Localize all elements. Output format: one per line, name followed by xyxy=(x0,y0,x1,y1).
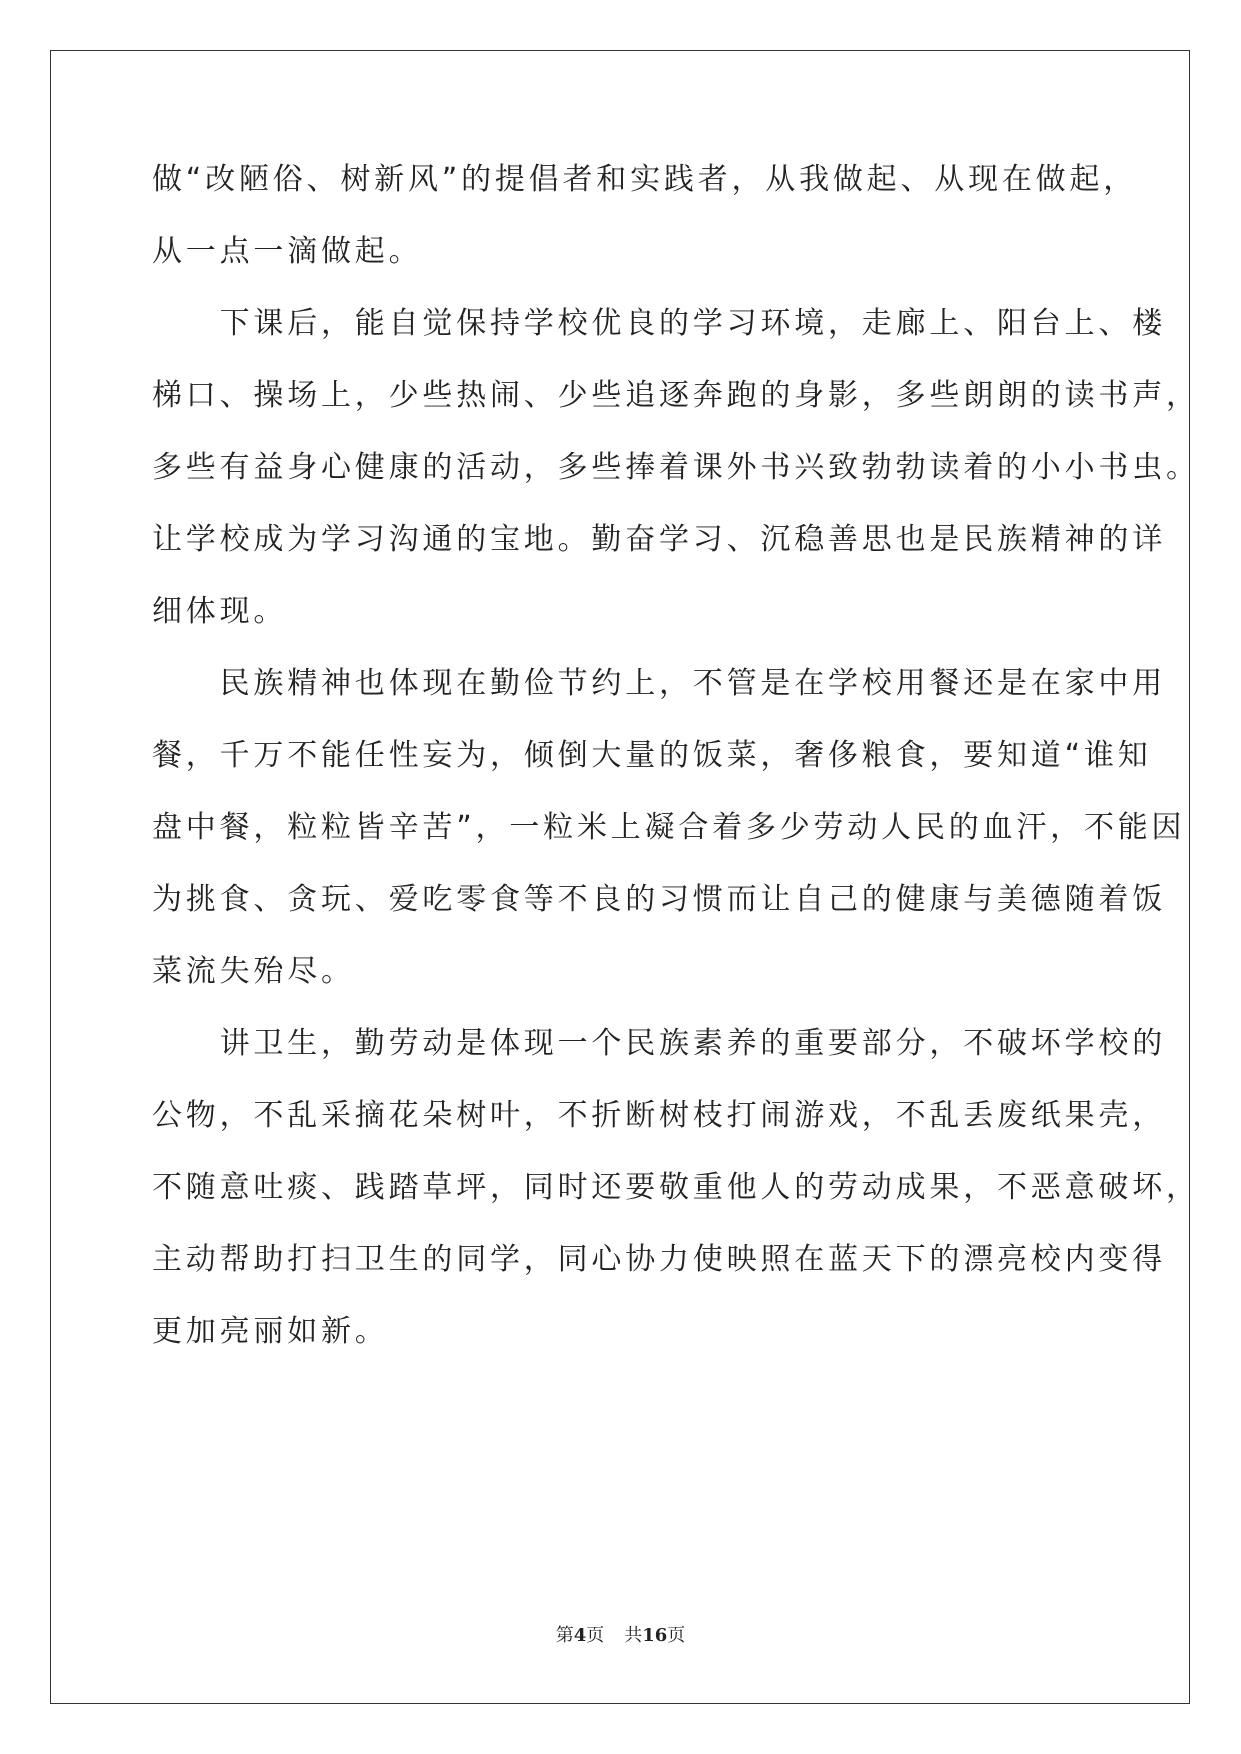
footer-prefix: 第 xyxy=(555,1625,574,1646)
text-line: 菜流失殆尽。 xyxy=(152,954,355,989)
text-line: 细体现。 xyxy=(152,594,288,629)
text-line: 下课后，能自觉保持学校优良的学习环境，走廊上、阳台上、楼 xyxy=(152,306,1166,341)
text-line: 更加亮丽如新。 xyxy=(152,1314,389,1349)
text-line: 盘中餐，粒粒皆辛苦”，一粒米上凝合着多少劳动人民的血汗，不能因 xyxy=(152,810,1186,845)
page-footer xyxy=(0,1624,1241,1648)
page-border xyxy=(50,50,1190,1704)
text-line: 餐，千万不能任性妄为，倾倒大量的饭菜，奢侈粮食，要知道“谁知 xyxy=(152,738,1152,773)
footer-page-suffix: 页 xyxy=(586,1625,605,1646)
text-line: 让学校成为学习沟通的宝地。勤奋学习、沉稳善思也是民族精神的详 xyxy=(152,522,1166,557)
text-line: 做“改陋俗、树新风”的提倡者和实践者，从我做起、从现在做起， xyxy=(152,162,1138,197)
text-line: 讲卫生，勤劳动是体现一个民族素养的重要部分，不破坏学校的 xyxy=(152,1026,1166,1061)
text-line: 公物，不乱采摘花朵树叶，不折断树枝打闹游戏，不乱丢废纸果壳， xyxy=(152,1098,1166,1133)
text-line: 不随意吐痰、践踏草坪，同时还要敬重他人的劳动成果，不恶意破坏， xyxy=(152,1170,1200,1205)
footer-total-prefix: 共 xyxy=(624,1625,643,1646)
total-page-number: 16 xyxy=(642,1625,668,1646)
text-line: 梯口、操场上，少些热闹、少些追逐奔跑的身影，多些朗朗的读书声， xyxy=(152,378,1200,413)
text-line: 多些有益身心健康的活动，多些捧着课外书兴致勃勃读着的小小书虫。 xyxy=(152,450,1200,485)
text-line: 民族精神也体现在勤俭节约上，不管是在学校用餐还是在家中用 xyxy=(152,666,1166,701)
text-line: 主动帮助打扫卫生的同学，同心协力使映照在蓝天下的漂亮校内变得 xyxy=(152,1242,1166,1277)
text-line: 从一点一滴做起。 xyxy=(152,234,423,269)
text-line: 为挑食、贪玩、爱吃零食等不良的习惯而让自己的健康与美德随着饭 xyxy=(152,882,1166,917)
current-page-number: 4 xyxy=(573,1625,587,1646)
footer-total-suffix: 页 xyxy=(667,1625,686,1646)
